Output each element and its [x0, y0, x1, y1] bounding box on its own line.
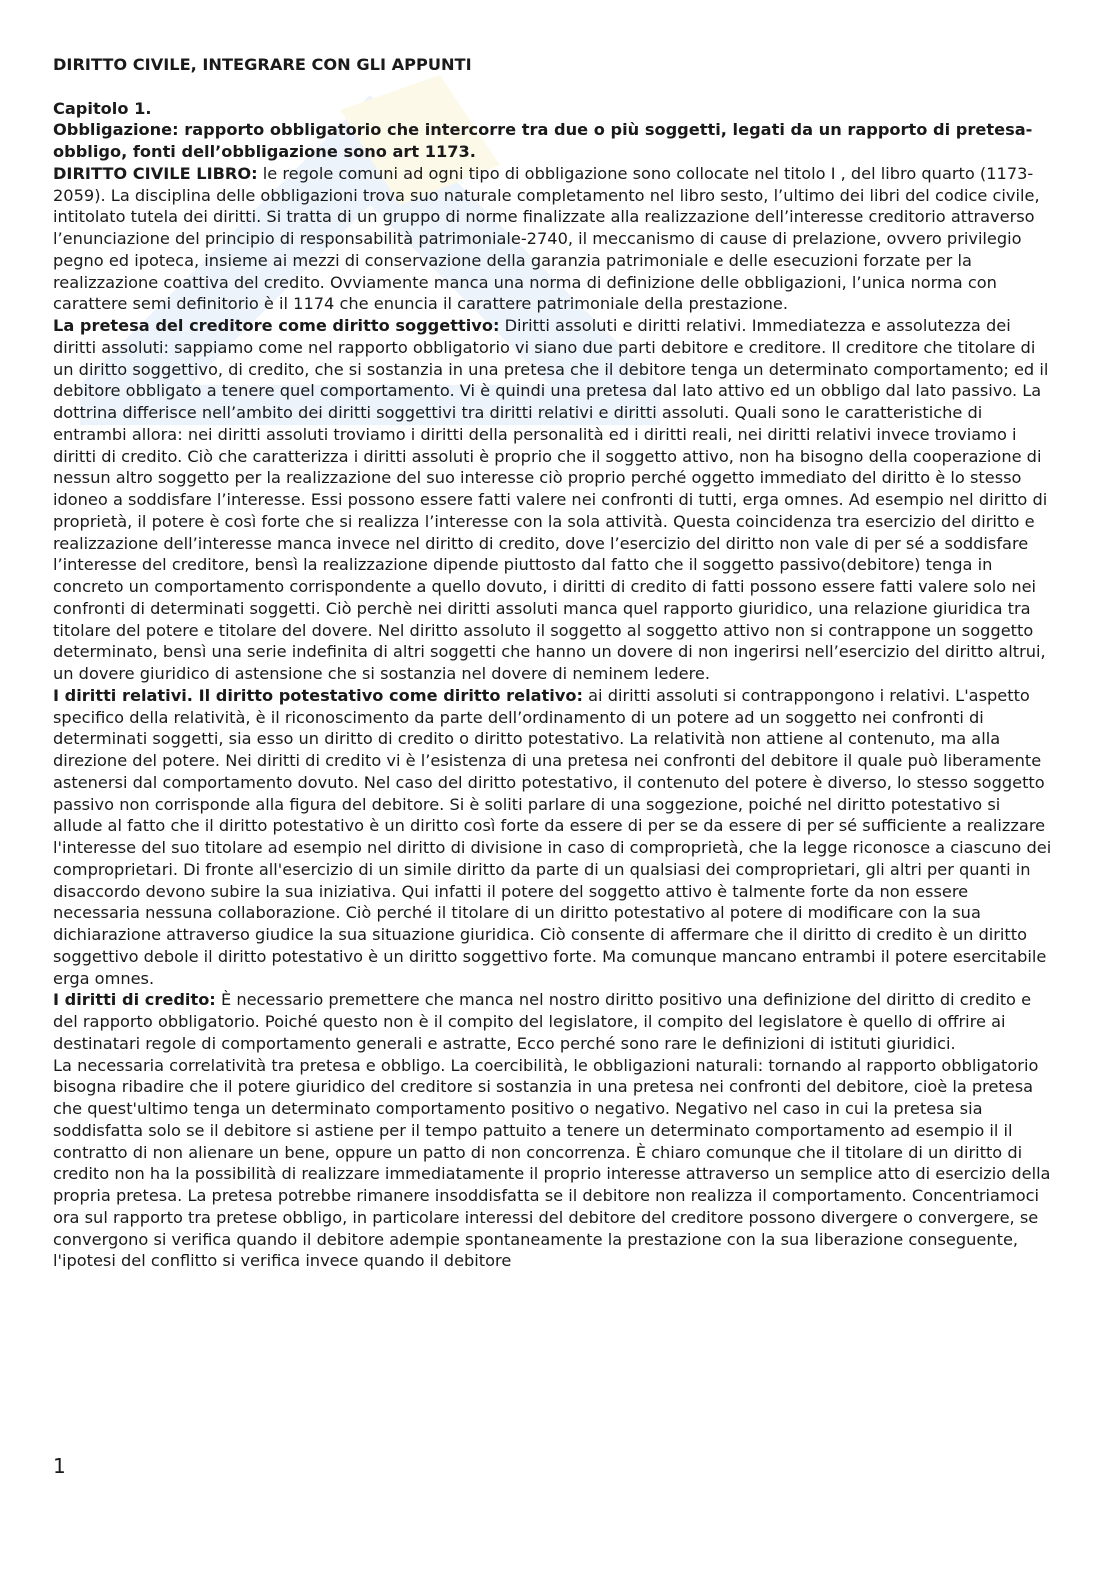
- intro-definition: Obbligazione: rapporto obbligatorio che intercorre tra due o più soggetti, legati da un rapporto di pretesa-obbligo, fonti dell’obbligazione sono art 1173.: [53, 120, 1033, 161]
- section-heading: La pretesa del creditore come diritto soggettivo:: [53, 316, 500, 335]
- section-text: le regole comuni ad ogni tipo di obbligazione sono collocate nel titolo I , del libro quarto (1173-2059). La disciplina delle obbligazioni trova suo naturale completamento nel libro sesto, l’ultimo dei libri del codice civile, intitolato tutela dei diritti. Si tratta di un gruppo di norme finalizzate alla realizzazione dell’interesse creditorio attraverso l’enunciazione del principio di responsabilità patrimoniale-2740, il meccanismo di cause di prelazione, ovvero privilegio pegno ed ipoteca, insieme ai mezzi di conservazione della garanzia patrimoniale e delle esecuzioni forzate per la realizzazione coattiva del credito. Ovviamente manca una norma di definizione delle obbligazioni, l’unica norma con carattere semi definitorio è il 1174 che enuncia il carattere patrimoniale della prestazione.: [53, 163, 1040, 314]
- section-text: È necessario premettere che manca nel nostro diritto positivo una definizione del diritto di credito e del rapporto obbligatorio. Poiché questo non è il compito del legislatore, il compito del legislatore è quello di offrire ai destinatari regole di comportamento generali e astratte, Ecco perché sono rare le definizioni di istituti giuridici.: [53, 990, 1032, 1053]
- section-text: ai diritti assoluti si contrappongono i relativi. L'aspetto specifico della relatività, è il riconoscimento da parte dell’ordinamento di un potere ad un soggetto nei confronti di determinati soggetti, sia esso un diritto di credito o diritto potestativo. La relatività non attiene al contenuto, ma alla direzione del potere. Nei diritti di credito vi è l’esistenza di una pretesa nei confronti del debitore il quale può liberamente astenersi dal comportamento dovuto. Nel caso del diritto potestativo, il contenuto del potere è diverso, lo stesso soggetto passivo non corrisponde alla figura del debitore. Si è soliti parlare di una soggezione, poiché nel diritto potestativo si allude al fatto che il diritto potestativo è un diritto così forte da essere di per se da essere di per sé sufficiente a realizzare l'interesse del suo titolare ad esempio nel diritto di divisione in caso di comproprietà, che la legge riconosce a ciascuno dei comproprietari. Di fronte all'esercizio di un simile diritto da parte di un qualsiasi dei comproprietari, gli altri per quanti in disaccordo devono subire la sua iniziativa. Qui infatti il potere del soggetto attivo è talmente forte da non essere necessaria nessuna collaborazione. Ciò perché il titolare di un diritto potestativo al potere di modificare con la sua dichiarazione attraverso giudice la sua situazione giuridica. Ciò consente di affermare che il diritto di credito è un diritto soggettivo debole il diritto potestativo è un diritto soggettivo forte. Ma comunque mancano entrambi il potere esercitabile erga omnes.: [53, 685, 1052, 988]
- section-paragraph: [53, 685, 1053, 990]
- document-title: DIRITTO CIVILE, INTEGRARE CON GLI APPUNTI: [53, 55, 472, 74]
- section-paragraph: [53, 1055, 1053, 1273]
- section-text: Diritti assoluti e diritti relativi. Immediatezza e assolutezza dei diritti assoluti: sappiamo come nel rapporto obbligatorio vi siano due parti debitore e creditore. Il creditore che titolare di un diritto soggettivo, di credito, che si sostanzia in una pretesa che il debitore tenga un determinato comportamento; ed il debitore obbligato a tenere quel comportamento. Vi è quindi una pretesa dal lato attivo ed un obbligo dal lato passivo. La dottrina differisce nell’ambito dei diritti soggettivi tra diritti relativi e diritti assoluti. Quali sono le caratteristiche di entrambi allora: nei diritti assoluti troviamo i diritti della personalità ed i diritti reali, nei diritti relativi invece troviamo i diritti di credito. Ciò che caratterizza i diritti assoluti è proprio che il soggetto attivo, non ha bisogno della cooperazione di nessun altro soggetto per la realizzazione del suo interesse ciò proprio perché oggetto immediato del diritto è lo stesso idoneo a soddisfare l’interesse. Essi possono essere fatti valere nei confronti di tutti, erga omnes. Ad esempio nel diritto di proprietà, il potere è così forte che si realizza l’interesse con la sola attività. Questa coincidenza tra esercizio del diritto e realizzazione dell’interesse manca invece nel diritto di credito, dove l’esercizio del diritto non vale di per sé a soddisfare l’interesse del creditore, bensì la realizzazione dipende piuttosto dal fatto che il soggetto passivo(debitore) tenga in concreto un comportamento corrispondente a quello dovuto, i diritti di credito di fatti possono essere fatti valere solo nei confronti di determinati soggetti. Ciò perchè nei diritti assoluti manca quel rapporto giuridico, una relazione giuridica tra titolare del potere e titolare del dovere. Nel diritto assoluto il soggetto al soggetto attivo non si contrappone un soggetto determinato, bensì una serie indefinita di altri soggetti che hanno un dovere di non ingerirsi nell’esercizio del diritto altrui, un dovere giuridico di astensione che si sostanzia nel dovere di neminem ledere.: [53, 316, 1049, 683]
- section-paragraph: [53, 989, 1053, 1054]
- section-paragraph: [53, 163, 1053, 315]
- page-number: 1: [53, 1454, 66, 1478]
- section-text: La necessaria correlatività tra pretesa e obbligo. La coercibilità, le obbligazioni naturali: tornando al rapporto obbligatorio bisogna ribadire che il potere giuridico del creditore si sostanzia in una pretesa nei confronti del debitore, cioè la pretesa che quest'ultimo tenga un determinato comportamento positivo o negativo. Negativo nel caso in cui la pretesa sia soddisfatta solo se il debitore si astiene per il tempo pattuito a tenere un determinato comportamento ad esempio il il contratto di non alienare un bene, oppure un patto di non concorrenza. È chiaro comunque che il titolare di un diritto di credito non ha la possibilità di realizzare immediatamente il proprio interesse attraverso un semplice atto di esercizio della propria pretesa. La pretesa potrebbe rimanere insoddisfatta se il debitore non realizza il comportamento. Concentriamoci ora sul rapporto tra pretese obbligo, in particolare interessi del debitore del creditore possono divergere o convergere, se convergono si verifica quando il debitore adempie spontaneamente la prestazione con la sua liberazione conseguente, l'ipotesi del conflitto si verifica invece quando il debitore: [53, 1055, 1051, 1271]
- section-heading: DIRITTO CIVILE LIBRO:: [53, 163, 258, 183]
- chapter-heading: Capitolo 1.: [53, 98, 152, 118]
- section-paragraph: [53, 315, 1053, 685]
- section-heading: I diritti di credito:: [53, 990, 216, 1010]
- document-page: [53, 54, 1053, 1272]
- section-heading: I diritti relativi. Il diritto potestativo come diritto relativo:: [53, 685, 583, 705]
